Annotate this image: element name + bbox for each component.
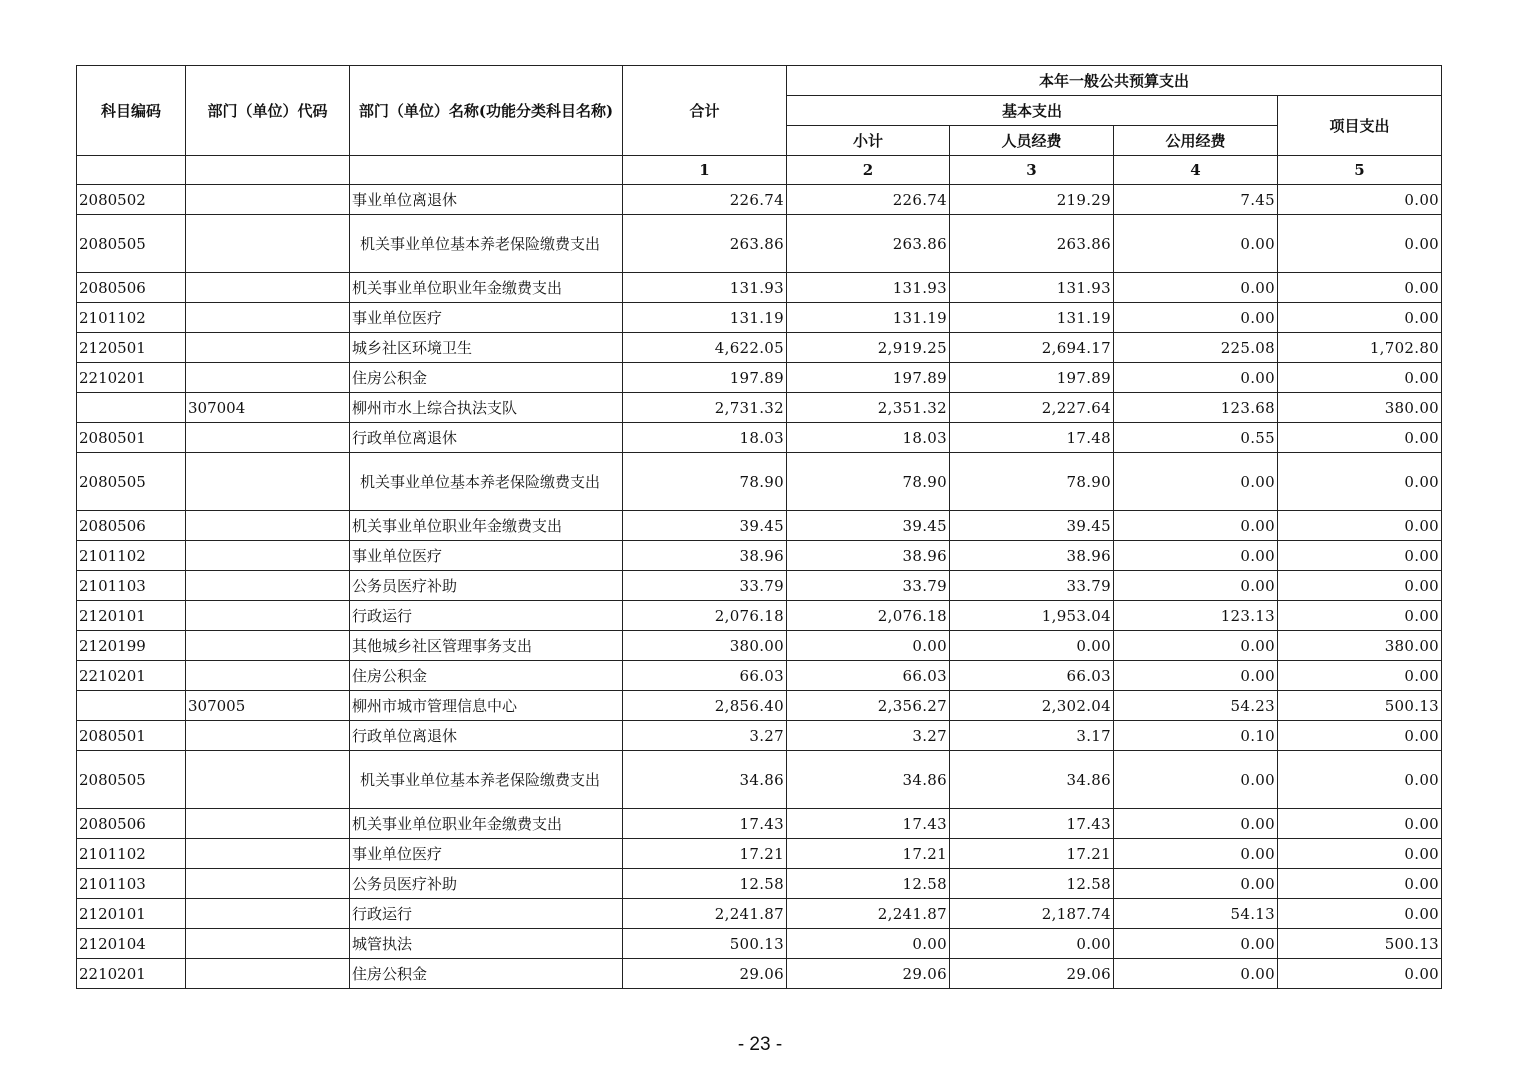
project-cell: 0.00 [1278,721,1442,751]
project-cell: 0.00 [1278,363,1442,393]
subtotal-cell: 2,241.87 [787,899,950,929]
total-cell: 34.86 [623,751,787,809]
dept-code-cell: 307004 [186,393,350,423]
public-use-cell: 0.00 [1114,631,1278,661]
dept-code-cell [186,809,350,839]
dept-code-cell [186,541,350,571]
header-basic: 基本支出 [787,96,1278,126]
public-use-cell: 0.00 [1114,869,1278,899]
subject-code-cell: 2120199 [77,631,186,661]
public-use-cell: 123.13 [1114,601,1278,631]
project-cell: 380.00 [1278,631,1442,661]
public-use-cell: 123.68 [1114,393,1278,423]
subtotal-cell: 78.90 [787,453,950,511]
total-cell: 380.00 [623,631,787,661]
subject-code-cell: 2210201 [77,363,186,393]
project-cell: 0.00 [1278,959,1442,989]
subject-code-cell: 2080505 [77,751,186,809]
personnel-cell: 39.45 [950,511,1114,541]
subject-code-cell: 2080506 [77,809,186,839]
table-header [77,66,1442,185]
table-row [77,959,1442,989]
subtotal-cell: 2,076.18 [787,601,950,631]
table-row [77,215,1442,273]
table-row [77,303,1442,333]
personnel-cell: 12.58 [950,869,1114,899]
total-cell: 39.45 [623,511,787,541]
public-use-cell: 0.00 [1114,303,1278,333]
subject-code-cell: 2120101 [77,601,186,631]
subtotal-cell: 39.45 [787,511,950,541]
subject-code-cell: 2080505 [77,215,186,273]
dept-code-cell [186,869,350,899]
project-cell: 0.00 [1278,303,1442,333]
dept-name-cell: 事业单位医疗 [350,303,623,333]
project-cell: 0.00 [1278,541,1442,571]
dept-code-cell [186,929,350,959]
dept-name-cell: 机关事业单位基本养老保险缴费支出 [350,751,623,809]
dept-name-cell: 城管执法 [350,929,623,959]
table-row [77,601,1442,631]
subject-code-cell: 2120501 [77,333,186,363]
dept-name-cell: 柳州市城市管理信息中心 [350,691,623,721]
project-cell: 500.13 [1278,929,1442,959]
subject-code-cell: 2080501 [77,423,186,453]
personnel-cell: 0.00 [950,929,1114,959]
personnel-cell: 131.93 [950,273,1114,303]
total-cell: 500.13 [623,929,787,959]
personnel-cell: 263.86 [950,215,1114,273]
total-cell: 197.89 [623,363,787,393]
personnel-cell: 78.90 [950,453,1114,511]
project-cell: 0.00 [1278,511,1442,541]
subtotal-cell: 263.86 [787,215,950,273]
col-number: 3 [950,156,1114,185]
subtotal-cell: 33.79 [787,571,950,601]
personnel-cell: 17.48 [950,423,1114,453]
personnel-cell: 66.03 [950,661,1114,691]
table-row [77,333,1442,363]
subject-code-cell: 2101102 [77,839,186,869]
total-cell: 2,731.32 [623,393,787,423]
subject-code-cell: 2120104 [77,929,186,959]
public-use-cell: 54.13 [1114,899,1278,929]
table-row [77,929,1442,959]
personnel-cell: 34.86 [950,751,1114,809]
dept-code-cell [186,453,350,511]
dept-code-cell [186,571,350,601]
dept-code-cell: 307005 [186,691,350,721]
public-use-cell: 0.00 [1114,839,1278,869]
project-cell: 0.00 [1278,215,1442,273]
subject-code-cell: 2080501 [77,721,186,751]
personnel-cell: 2,227.64 [950,393,1114,423]
col-number: 1 [623,156,787,185]
table-row [77,393,1442,423]
total-cell: 78.90 [623,453,787,511]
total-cell: 38.96 [623,541,787,571]
header-subtotal: 小计 [787,126,950,156]
dept-name-cell: 其他城乡社区管理事务支出 [350,631,623,661]
total-cell: 226.74 [623,185,787,215]
dept-name-cell: 住房公积金 [350,959,623,989]
header-group: 本年一般公共预算支出 [787,66,1442,96]
subject-code-cell: 2120101 [77,899,186,929]
project-cell: 0.00 [1278,423,1442,453]
dept-name-cell: 机关事业单位基本养老保险缴费支出 [350,215,623,273]
project-cell: 0.00 [1278,839,1442,869]
personnel-cell: 33.79 [950,571,1114,601]
dept-name-cell: 机关事业单位职业年金缴费支出 [350,809,623,839]
public-use-cell: 0.00 [1114,453,1278,511]
subtotal-cell: 2,919.25 [787,333,950,363]
col-number-blank [350,156,623,185]
dept-code-cell [186,185,350,215]
subtotal-cell: 226.74 [787,185,950,215]
project-cell: 1,702.80 [1278,333,1442,363]
dept-name-cell: 城乡社区环境卫生 [350,333,623,363]
subtotal-cell: 0.00 [787,929,950,959]
personnel-cell: 29.06 [950,959,1114,989]
personnel-cell: 219.29 [950,185,1114,215]
dept-name-cell: 机关事业单位职业年金缴费支出 [350,511,623,541]
total-cell: 17.43 [623,809,787,839]
col-number-blank [77,156,186,185]
table-row [77,661,1442,691]
dept-name-cell: 机关事业单位基本养老保险缴费支出 [350,453,623,511]
dept-name-cell: 住房公积金 [350,363,623,393]
dept-name-cell: 公务员医疗补助 [350,869,623,899]
dept-name-cell: 行政运行 [350,601,623,631]
subtotal-cell: 12.58 [787,869,950,899]
personnel-cell: 2,187.74 [950,899,1114,929]
subject-code-cell: 2210201 [77,661,186,691]
subject-code-cell [77,691,186,721]
subtotal-cell: 66.03 [787,661,950,691]
personnel-cell: 197.89 [950,363,1114,393]
dept-code-cell [186,511,350,541]
subtotal-cell: 0.00 [787,631,950,661]
table-row [77,541,1442,571]
subject-code-cell: 2080505 [77,453,186,511]
dept-name-cell: 事业单位医疗 [350,541,623,571]
total-cell: 17.21 [623,839,787,869]
header-subject-code: 科目编码 [77,66,186,156]
header-dept-code: 部门（单位）代码 [186,66,350,156]
public-use-cell: 0.10 [1114,721,1278,751]
table-row [77,899,1442,929]
dept-code-cell [186,839,350,869]
total-cell: 3.27 [623,721,787,751]
col-number: 4 [1114,156,1278,185]
dept-code-cell [186,721,350,751]
dept-name-cell: 事业单位离退休 [350,185,623,215]
project-cell: 0.00 [1278,751,1442,809]
subject-code-cell [77,393,186,423]
total-cell: 2,856.40 [623,691,787,721]
dept-name-cell: 事业单位医疗 [350,839,623,869]
personnel-cell: 17.21 [950,839,1114,869]
subject-code-cell: 2210201 [77,959,186,989]
total-cell: 66.03 [623,661,787,691]
page-number: - 23 - [737,1034,783,1055]
total-cell: 4,622.05 [623,333,787,363]
total-cell: 2,076.18 [623,601,787,631]
public-use-cell: 0.00 [1114,273,1278,303]
dept-code-cell [186,423,350,453]
dept-code-cell [186,661,350,691]
subtotal-cell: 131.19 [787,303,950,333]
total-cell: 263.86 [623,215,787,273]
public-use-cell: 0.00 [1114,571,1278,601]
public-use-cell: 0.00 [1114,751,1278,809]
subtotal-cell: 38.96 [787,541,950,571]
personnel-cell: 1,953.04 [950,601,1114,631]
header-project: 项目支出 [1278,96,1442,156]
subtotal-cell: 131.93 [787,273,950,303]
public-use-cell: 0.00 [1114,661,1278,691]
table-row [77,571,1442,601]
dept-code-cell [186,959,350,989]
dept-code-cell [186,363,350,393]
dept-code-cell [186,303,350,333]
dept-name-cell: 公务员医疗补助 [350,571,623,601]
subtotal-cell: 29.06 [787,959,950,989]
table-row [77,423,1442,453]
subtotal-cell: 3.27 [787,721,950,751]
col-number-blank [186,156,350,185]
table-row [77,273,1442,303]
project-cell: 0.00 [1278,869,1442,899]
project-cell: 0.00 [1278,571,1442,601]
table-row [77,721,1442,751]
personnel-cell: 2,694.17 [950,333,1114,363]
total-cell: 2,241.87 [623,899,787,929]
subject-code-cell: 2101103 [77,571,186,601]
public-use-cell: 7.45 [1114,185,1278,215]
col-number: 5 [1278,156,1442,185]
public-use-cell: 54.23 [1114,691,1278,721]
public-use-cell: 0.00 [1114,959,1278,989]
dept-name-cell: 住房公积金 [350,661,623,691]
project-cell: 380.00 [1278,393,1442,423]
dept-code-cell [186,631,350,661]
total-cell: 18.03 [623,423,787,453]
personnel-cell: 0.00 [950,631,1114,661]
dept-code-cell [186,273,350,303]
project-cell: 0.00 [1278,899,1442,929]
dept-name-cell: 柳州市水上综合执法支队 [350,393,623,423]
project-cell: 0.00 [1278,453,1442,511]
table-row [77,691,1442,721]
subtotal-cell: 2,351.32 [787,393,950,423]
subject-code-cell: 2080506 [77,273,186,303]
project-cell: 0.00 [1278,809,1442,839]
public-use-cell: 0.00 [1114,541,1278,571]
subtotal-cell: 17.21 [787,839,950,869]
dept-code-cell [186,751,350,809]
subtotal-cell: 2,356.27 [787,691,950,721]
dept-name-cell: 行政运行 [350,899,623,929]
project-cell: 500.13 [1278,691,1442,721]
personnel-cell: 3.17 [950,721,1114,751]
personnel-cell: 2,302.04 [950,691,1114,721]
subject-code-cell: 2080506 [77,511,186,541]
public-use-cell: 0.00 [1114,929,1278,959]
table-row [77,453,1442,511]
project-cell: 0.00 [1278,661,1442,691]
public-use-cell: 0.00 [1114,215,1278,273]
dept-code-cell [186,899,350,929]
total-cell: 33.79 [623,571,787,601]
public-use-cell: 0.00 [1114,511,1278,541]
total-cell: 29.06 [623,959,787,989]
project-cell: 0.00 [1278,601,1442,631]
total-cell: 131.93 [623,273,787,303]
public-use-cell: 225.08 [1114,333,1278,363]
subject-code-cell: 2101102 [77,541,186,571]
public-use-cell: 0.55 [1114,423,1278,453]
table-row [77,809,1442,839]
project-cell: 0.00 [1278,185,1442,215]
table-row [77,631,1442,661]
subtotal-cell: 18.03 [787,423,950,453]
public-use-cell: 0.00 [1114,809,1278,839]
col-number: 2 [787,156,950,185]
table-body [77,185,1442,989]
project-cell: 0.00 [1278,273,1442,303]
personnel-cell: 131.19 [950,303,1114,333]
subtotal-cell: 197.89 [787,363,950,393]
personnel-cell: 17.43 [950,809,1114,839]
public-use-cell: 0.00 [1114,363,1278,393]
subject-code-cell: 2080502 [77,185,186,215]
table-row [77,869,1442,899]
dept-name-cell: 机关事业单位职业年金缴费支出 [350,273,623,303]
dept-code-cell [186,333,350,363]
table-row [77,511,1442,541]
dept-name-cell: 行政单位离退休 [350,721,623,751]
dept-code-cell [186,215,350,273]
table-row [77,839,1442,869]
personnel-cell: 38.96 [950,541,1114,571]
table-row [77,751,1442,809]
header-total: 合计 [623,66,787,156]
subject-code-cell: 2101103 [77,869,186,899]
subtotal-cell: 34.86 [787,751,950,809]
total-cell: 131.19 [623,303,787,333]
header-dept-name: 部门（单位）名称(功能分类科目名称) [350,66,623,156]
total-cell: 12.58 [623,869,787,899]
header-public-use: 公用经费 [1114,126,1278,156]
dept-code-cell [186,601,350,631]
header-personnel: 人员经费 [950,126,1114,156]
budget-expenditure-table [76,65,1442,989]
subtotal-cell: 17.43 [787,809,950,839]
table-row [77,185,1442,215]
dept-name-cell: 行政单位离退休 [350,423,623,453]
subject-code-cell: 2101102 [77,303,186,333]
table-row [77,363,1442,393]
